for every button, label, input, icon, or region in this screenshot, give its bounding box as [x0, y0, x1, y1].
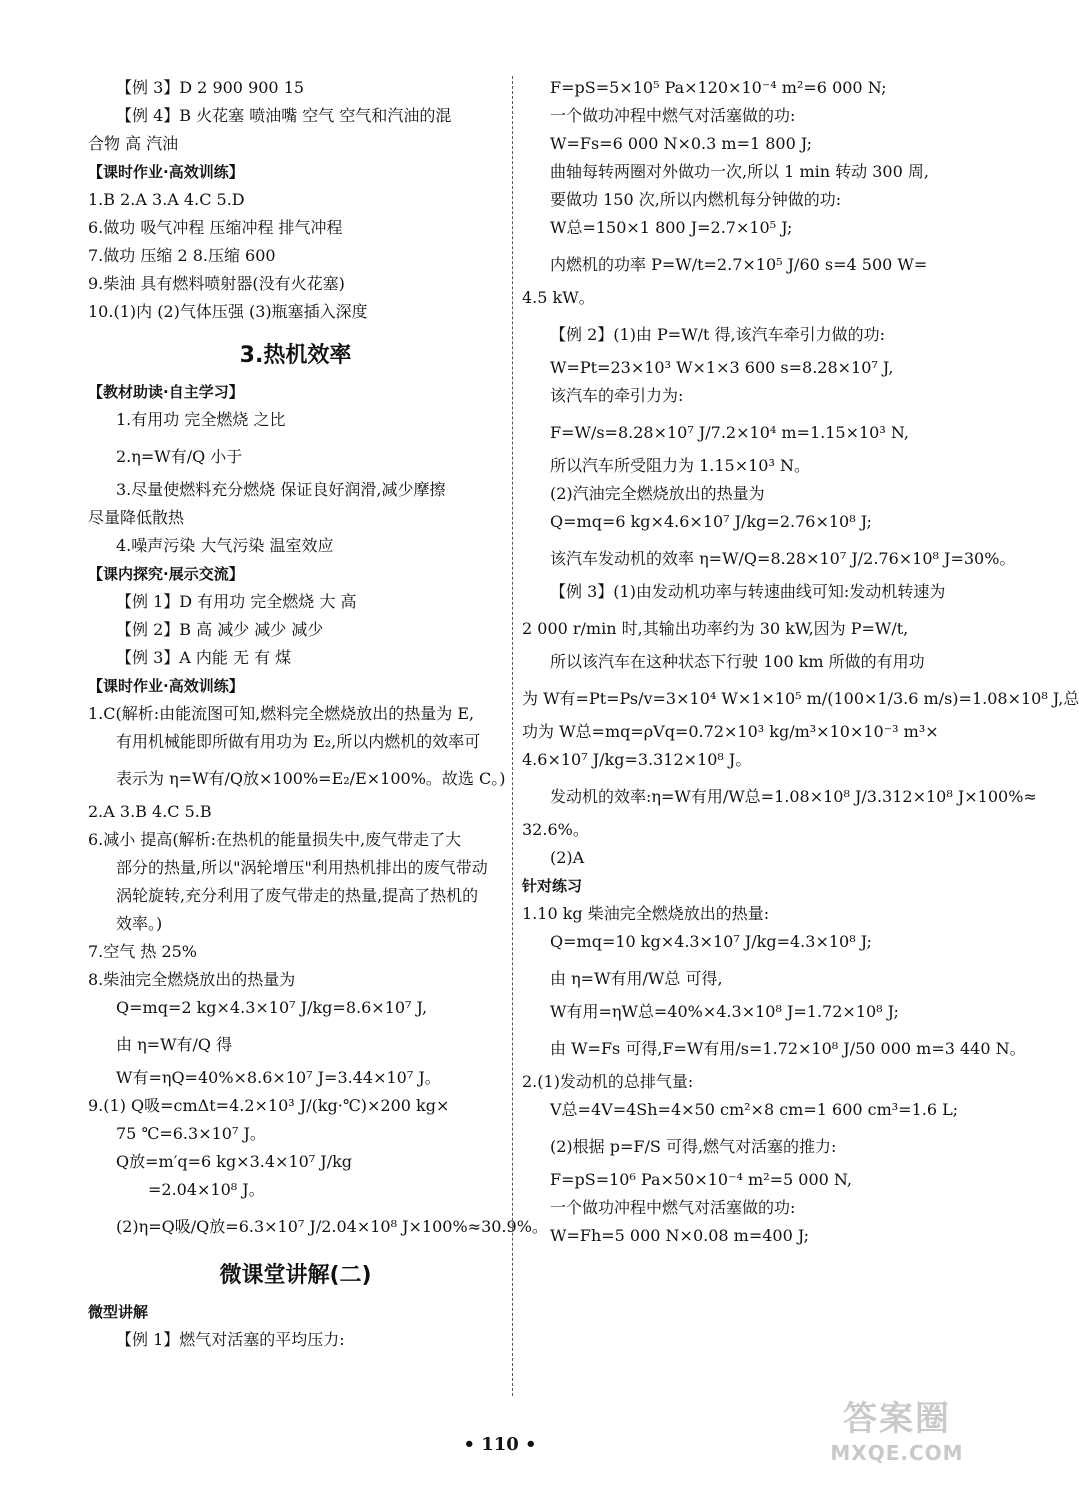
text-line: W有用=ηW总=40%×4.3×10⁸ J=1.72×10⁸ J;	[550, 1002, 899, 1021]
section-title: 3.热机效率	[239, 343, 352, 368]
text-line: 2.η=W有/Q 小于	[116, 447, 243, 466]
text-line: 一个做功冲程中燃气对活塞做的功:	[550, 106, 796, 125]
text-line: 该汽车的牵引力为:	[550, 386, 684, 405]
text-line: 【例 1】D 有用功 完全燃烧 大 高	[116, 592, 357, 611]
text-line: 效率。)	[116, 914, 163, 933]
text-line: 曲轴每转两圈对外做功一次,所以 1 min 转动 300 周,	[550, 162, 929, 181]
text-line: (2)A	[550, 848, 585, 867]
text-line: 由 η=W有用/W总 可得,	[550, 969, 723, 988]
section-title: 微课堂讲解(二)	[219, 1263, 372, 1288]
text-line: V总=4V=4Sh=4×50 cm²×8 cm=1 600 cm³=1.6 L;	[550, 1100, 959, 1119]
text-line: 2.A 3.B 4.C 5.B	[88, 802, 212, 821]
section-heading: 微型讲解	[88, 1303, 149, 1321]
text-line: 6.减小 提高(解析:在热机的能量损失中,废气带走了大	[88, 830, 462, 849]
text-line: 1.有用功 完全燃烧 之比	[116, 410, 286, 429]
text-line: Q放=m′q=6 kg×3.4×10⁷ J/kg	[116, 1152, 353, 1171]
text-line: 2 000 r/min 时,其输出功率约为 30 kW,因为 P=W/t,	[522, 619, 909, 638]
text-line: 发动机的效率:η=W有用/W总=1.08×10⁸ J/3.312×10⁸ J×100%≈	[550, 787, 1037, 806]
text-line: 2.(1)发动机的总排气量:	[522, 1072, 694, 1091]
text-line: W=Fh=5 000 N×0.08 m=400 J;	[550, 1226, 810, 1245]
text-line: 75 ℃=6.3×10⁷ J。	[116, 1124, 266, 1143]
text-line: Q=mq=2 kg×4.3×10⁷ J/kg=8.6×10⁷ J,	[116, 998, 428, 1017]
text-line: 9.(1) Q吸=cmΔt=4.2×10³ J/(kg·℃)×200 kg×	[88, 1096, 450, 1115]
text-line: 有用机械能即所做有用功为 E₂,所以内燃机的效率可	[116, 732, 481, 751]
text-line: 4.6×10⁷ J/kg=3.312×10⁸ J。	[522, 750, 752, 769]
left-column	[88, 78, 548, 1358]
watermark-bottom-text: MXQE.COM	[830, 1441, 964, 1465]
text-line: 由 η=W有/Q 得	[116, 1035, 233, 1054]
text-line: 一个做功冲程中燃气对活塞做的功:	[550, 1198, 796, 1217]
text-line: 尽量降低散热	[88, 508, 185, 527]
text-line: 表示为 η=W有/Q放×100%=E₂/E×100%。故选 C。)	[116, 769, 506, 788]
text-line: 功为 W总=mq=ρVq=0.72×10³ kg/m³×10×10⁻³ m³×	[522, 722, 939, 741]
right-column	[522, 78, 1079, 1254]
section-heading: 针对练习	[522, 877, 583, 895]
text-line: 1.10 kg 柴油完全燃烧放出的热量:	[522, 904, 770, 923]
text-line: 1.C(解析:由能流图可知,燃料完全燃烧放出的热量为 E,	[88, 704, 475, 723]
text-line: 4.5 kW。	[522, 288, 595, 307]
text-line: 32.6%。	[522, 820, 589, 839]
text-line: 合物 高 汽油	[88, 134, 179, 153]
text-line: 要做功 150 次,所以内燃机每分钟做的功:	[550, 190, 842, 209]
text-line: 由 W=Fs 可得,F=W有用/s=1.72×10⁸ J/50 000 m=3 440 N。	[550, 1039, 1026, 1058]
text-line: 10.(1)内 (2)气体压强 (3)瓶塞插入深度	[88, 302, 368, 321]
text-line: 内燃机的功率 P=W/t=2.7×10⁵ J/60 s=4 500 W=	[550, 255, 928, 274]
watermark-top-text: 答案圈	[843, 1399, 951, 1439]
section-heading: 【课内探究·展示交流】	[88, 565, 244, 583]
text-line: W=Fs=6 000 N×0.3 m=1 800 J;	[550, 134, 813, 153]
text-line: 涡轮旋转,充分利用了废气带走的热量,提高了热机的	[116, 886, 479, 905]
text-line: 7.空气 热 25%	[88, 942, 198, 961]
text-line: 7.做功 压缩 2 8.压缩 600	[88, 246, 276, 265]
text-line: W有=ηQ=40%×8.6×10⁷ J=3.44×10⁷ J。	[116, 1068, 441, 1087]
text-line: 【例 3】A 内能 无 有 煤	[116, 648, 292, 667]
text-line: 【例 4】B 火花塞 喷油嘴 空气 空气和汽油的混	[116, 106, 452, 125]
text-line: 1.B 2.A 3.A 4.C 5.D	[88, 190, 245, 209]
text-line: 为 W有=Pt=Ps/v=3×10⁴ W×1×10⁵ m/(100×1/3.6 m/s)=1.08×10⁸ J,总	[522, 689, 1079, 708]
text-line: 该汽车发动机的效率 η=W/Q=8.28×10⁷ J/2.76×10⁸ J=30%。	[550, 549, 1016, 568]
text-line: Q=mq=10 kg×4.3×10⁷ J/kg=4.3×10⁸ J;	[550, 932, 872, 951]
text-line: 3.尽量使燃料充分燃烧 保证良好润滑,减少摩擦	[116, 480, 446, 499]
text-line: 8.柴油完全燃烧放出的热量为	[88, 970, 296, 989]
text-line: (2)汽油完全燃烧放出的热量为	[550, 484, 765, 503]
text-line: 【例 2】B 高 减少 减少 减少	[116, 620, 324, 639]
column-divider	[512, 76, 513, 1396]
text-line: 9.柴油 具有燃料喷射器(没有火花塞)	[88, 274, 345, 293]
text-line: 所以该汽车在这种状态下行驶 100 km 所做的有用功	[550, 652, 925, 671]
text-line: F=W/s=8.28×10⁷ J/7.2×10⁴ m=1.15×10³ N,	[550, 423, 909, 442]
watermark-logo	[812, 1397, 982, 1477]
text-line: (2)η=Q吸/Q放=6.3×10⁷ J/2.04×10⁸ J×100%≈30.9%。	[116, 1217, 548, 1236]
text-line: F=pS=5×10⁵ Pa×120×10⁻⁴ m²=6 000 N;	[550, 78, 887, 97]
section-heading: 【教材助读·自主学习】	[88, 383, 244, 401]
text-line: 【例 1】燃气对活塞的平均压力:	[116, 1330, 345, 1349]
text-line: (2)根据 p=F/S 可得,燃气对活塞的推力:	[550, 1137, 837, 1156]
text-line: 【例 3】(1)由发动机功率与转速曲线可知:发动机转速为	[550, 582, 946, 601]
text-line: F=pS=10⁶ Pa×50×10⁻⁴ m²=5 000 N,	[550, 1170, 852, 1189]
text-line: 【例 3】D 2 900 900 15	[116, 78, 305, 97]
text-line: 6.做功 吸气冲程 压缩冲程 排气冲程	[88, 218, 343, 237]
text-line: =2.04×10⁸ J。	[148, 1180, 265, 1199]
text-line: 所以汽车所受阻力为 1.15×10³ N。	[550, 456, 810, 475]
page-number: • 110 •	[463, 1434, 537, 1455]
section-heading: 【课时作业·高效训练】	[88, 163, 244, 181]
text-line: 部分的热量,所以"涡轮增压"利用热机排出的废气带动	[116, 858, 488, 877]
text-line: Q=mq=6 kg×4.6×10⁷ J/kg=2.76×10⁸ J;	[550, 512, 872, 531]
text-line: 4.噪声污染 大气污染 温室效应	[116, 536, 334, 555]
text-line: W=Pt=23×10³ W×1×3 600 s=8.28×10⁷ J,	[550, 358, 894, 377]
text-line: 【例 2】(1)由 P=W/t 得,该汽车牵引力做的功:	[550, 325, 886, 344]
text-line: W总=150×1 800 J=2.7×10⁵ J;	[550, 218, 793, 237]
section-heading: 【课时作业·高效训练】	[88, 677, 244, 695]
